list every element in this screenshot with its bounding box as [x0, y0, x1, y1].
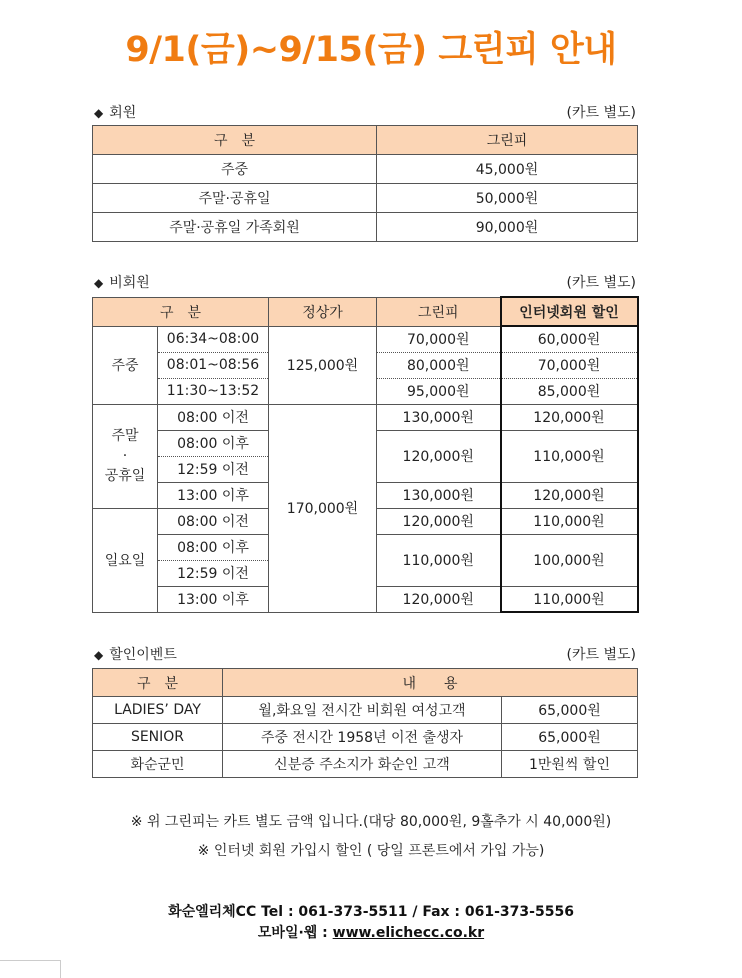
- weekday-regular-price: 125,000원: [269, 326, 377, 404]
- green-fee: 95,000원: [377, 378, 501, 404]
- events-header-category: 구 분: [93, 669, 223, 697]
- nonmembers-section-label: [94, 272, 150, 292]
- time-slot: 12:59 이전: [158, 560, 269, 586]
- weekend-group-label: [93, 404, 158, 508]
- time-slot: 08:00 이전: [158, 404, 269, 430]
- weekday-group-label: 주중: [93, 326, 158, 404]
- nonmembers-header-internet: 인터넷회원 할인: [501, 297, 638, 326]
- green-fee: 80,000원: [377, 352, 501, 378]
- internet-fee: 110,000원: [501, 430, 638, 482]
- event-description: 월,화요일 전시간 비회원 여성고객: [223, 697, 502, 724]
- green-fee: 120,000원: [377, 430, 501, 482]
- green-fee: 120,000원: [377, 508, 501, 534]
- internet-fee: 85,000원: [501, 378, 638, 404]
- members-section-label: [94, 102, 136, 122]
- green-fee: 120,000원: [377, 586, 501, 612]
- members-row-fee: 45,000원: [377, 155, 638, 184]
- cart-fee-note: ※ 위 그린피는 카트 별도 금액 입니다.(대당 80,000원, 9홀추가 시 40,000원): [130, 814, 612, 830]
- event-description: 주중 전시간 1958년 이전 출생자: [223, 724, 502, 751]
- diamond-icon: ◆: [94, 648, 104, 662]
- diamond-icon: ◆: [94, 106, 104, 120]
- internet-signup-note: ※ 인터넷 회원 가입시 할인 ( 당일 프론트에서 가입 가능): [197, 843, 545, 859]
- web-label: 모바일·웹 :: [257, 925, 333, 941]
- event-price: 65,000원: [502, 697, 638, 724]
- nonmembers-table: [92, 296, 639, 613]
- weekend-group-mid: ·: [122, 448, 128, 464]
- members-cart-note: (카트 별도): [566, 105, 636, 121]
- time-slot: 08:00 이후: [158, 534, 269, 560]
- events-cart-note: (카트 별도): [566, 647, 636, 663]
- members-row-fee: 50,000원: [377, 184, 638, 213]
- website-link[interactable]: www.elichecc.co.kr: [332, 925, 485, 941]
- event-price: 65,000원: [502, 724, 638, 751]
- nonmembers-header-category: 구 분: [93, 297, 269, 326]
- members-table: [92, 125, 638, 242]
- event-name: 화순군민: [93, 751, 223, 778]
- internet-fee: 120,000원: [501, 482, 638, 508]
- time-slot: 11:30~13:52: [158, 378, 269, 404]
- members-header-category: 구 분: [93, 126, 377, 155]
- events-table: [92, 668, 638, 778]
- event-price: 1만원씩 할인: [502, 751, 638, 778]
- time-slot: 08:01~08:56: [158, 352, 269, 378]
- events-section-label: [94, 644, 177, 664]
- green-fee: 70,000원: [377, 326, 501, 352]
- members-row-category: 주말·공휴일: [93, 184, 377, 213]
- contact-line: 화순엘리체CC Tel : 061-373-5511 / Fax : 061-373-5556: [168, 904, 574, 920]
- green-fee: 110,000원: [377, 534, 501, 586]
- web-line: [0, 922, 742, 942]
- members-row-category: 주중: [93, 155, 377, 184]
- green-fee: 130,000원: [377, 482, 501, 508]
- time-slot: 13:00 이후: [158, 482, 269, 508]
- time-slot: 08:00 이후: [158, 430, 269, 456]
- members-header-greenfee: 그린피: [377, 126, 638, 155]
- events-label: 할인이벤트: [109, 647, 177, 663]
- weekend-group-top: 주말: [111, 428, 139, 444]
- internet-fee: 120,000원: [501, 404, 638, 430]
- internet-fee: 70,000원: [501, 352, 638, 378]
- diamond-icon: ◆: [94, 276, 104, 290]
- page-corner-mark: [0, 960, 61, 978]
- event-name: SENIOR: [93, 724, 223, 751]
- internet-fee: 60,000원: [501, 326, 638, 352]
- time-slot: 08:00 이전: [158, 508, 269, 534]
- internet-fee: 100,000원: [501, 534, 638, 586]
- members-row-category: 주말·공휴일 가족회원: [93, 213, 377, 242]
- time-slot: 12:59 이전: [158, 456, 269, 482]
- sunday-group-label: 일요일: [93, 508, 158, 612]
- page-title: 9/1(금)~9/15(금) 그린피 안내: [125, 30, 617, 70]
- nonmembers-cart-note: (카트 별도): [566, 275, 636, 291]
- members-label: 회원: [109, 105, 137, 121]
- green-fee: 130,000원: [377, 404, 501, 430]
- time-slot: 13:00 이후: [158, 586, 269, 612]
- event-description: 신분증 주소지가 화순인 고객: [223, 751, 502, 778]
- nonmembers-header-regular: 정상가: [269, 297, 377, 326]
- weekend-group-bottom: 공휴일: [104, 468, 146, 484]
- internet-fee: 110,000원: [501, 508, 638, 534]
- time-slot: 06:34~08:00: [158, 326, 269, 352]
- nonmembers-header-greenfee: 그린피: [377, 297, 501, 326]
- event-name: LADIES’ DAY: [93, 697, 223, 724]
- nonmembers-label: 비회원: [109, 275, 150, 291]
- holiday-regular-price: 170,000원: [269, 404, 377, 612]
- events-header-content: 내 용: [223, 669, 638, 697]
- members-row-fee: 90,000원: [377, 213, 638, 242]
- internet-fee: 110,000원: [501, 586, 638, 612]
